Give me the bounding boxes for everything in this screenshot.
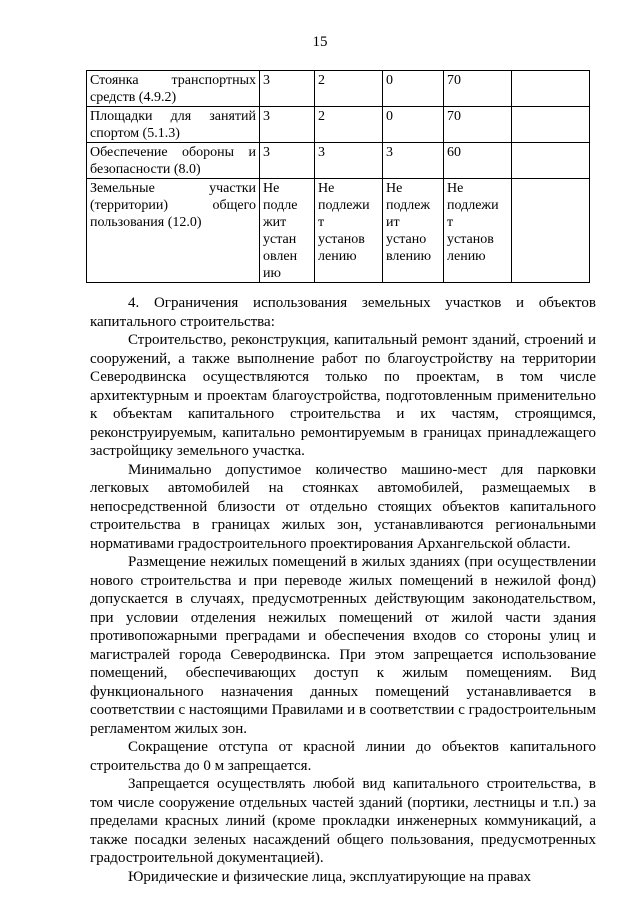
table-cell-c3 xyxy=(383,107,444,143)
table-cell-c1 xyxy=(260,71,315,107)
table-cell-name xyxy=(87,71,260,107)
cell-line: овлен xyxy=(263,249,298,264)
document-body xyxy=(90,294,596,886)
table-row xyxy=(87,107,590,143)
table-cell-c4 xyxy=(444,107,512,143)
table-cell-c4 xyxy=(444,179,512,283)
table-cell-c1 xyxy=(260,107,315,143)
table-cell-c3 xyxy=(383,143,444,179)
cell-line: установ xyxy=(318,232,365,247)
cell-line: Стоянка транспортных xyxy=(90,73,256,88)
table-cell-empty xyxy=(512,71,590,107)
paragraph-restrictions-heading: 4. Ограничения использования земельных участков и объектов капитального строительства: xyxy=(90,295,596,330)
paragraph-parking-spaces: Минимально допустимое количество машино-мест для парковки легковых автомобилей на стоянках автомобилей, размещаемых в непосредственной близости от отдельно стоящих объектов капитального строительства в границах жилых зон, устанавливаются региональными нормативами градостроительного проектирования Архангельской области. xyxy=(90,461,596,552)
cell-line: ит xyxy=(386,215,400,230)
cell-line: устан xyxy=(263,232,297,247)
cell-line: Обеспечение обороны и xyxy=(90,145,256,160)
cell-line: 70 xyxy=(447,109,461,124)
cell-line: 0 xyxy=(386,73,393,88)
cell-line: пользования (12.0) xyxy=(90,215,202,230)
table-cell-c1 xyxy=(260,179,315,283)
table-cell-c3 xyxy=(383,71,444,107)
cell-line: устано xyxy=(386,232,427,247)
table-cell-c1 xyxy=(260,143,315,179)
cell-line: 3 xyxy=(318,145,325,160)
paragraph-construction-projects: Строительство, реконструкция, капитальный ремонт зданий, строений и сооружений, а также выполнение работ по благоустройству на территории Северодвинска осуществляются только по проектам, в том числе архитектурным и проектам благоустройства, подготовленным применительно к объектам капитального строительства и их частям, строящимся, реконструируемым, капитально ремонтируемым в границах принадлежащего застройщику земельного участка. xyxy=(90,332,596,459)
cell-line: т xyxy=(447,215,454,230)
table-cell-name xyxy=(87,143,260,179)
cell-line: влению xyxy=(386,249,432,264)
cell-line: подле xyxy=(263,198,298,213)
cell-line: подлежи xyxy=(447,198,499,213)
table-row xyxy=(87,179,590,283)
cell-line: лению xyxy=(447,249,486,264)
table-cell-empty xyxy=(512,179,590,283)
cell-line: Не xyxy=(263,181,280,196)
cell-line: подлеж xyxy=(386,198,431,213)
table-row xyxy=(87,143,590,179)
cell-line: 70 xyxy=(447,73,461,88)
cell-line: Земельные участки xyxy=(90,181,256,196)
table-cell-c2 xyxy=(315,71,383,107)
cell-line: (территории) общего xyxy=(90,198,256,213)
restrictions-table xyxy=(86,70,590,283)
table-cell-empty xyxy=(512,143,590,179)
cell-line: ию xyxy=(263,266,281,281)
cell-line: 2 xyxy=(318,73,325,88)
cell-line: лению xyxy=(318,249,357,264)
table-cell-c2 xyxy=(315,143,383,179)
table-cell-c3 xyxy=(383,179,444,283)
cell-line: 0 xyxy=(386,109,393,124)
cell-line: установ xyxy=(447,232,494,247)
table-cell-empty xyxy=(512,107,590,143)
cell-line: Не xyxy=(318,181,335,196)
cell-line: Не xyxy=(447,181,464,196)
table-cell-c4 xyxy=(444,143,512,179)
cell-line: жит xyxy=(263,215,287,230)
cell-line: 60 xyxy=(447,145,461,160)
cell-line: Не xyxy=(386,181,403,196)
paragraph-legal-entities: Юридические и физические лица, эксплуатирующие на правах xyxy=(128,868,532,885)
cell-line: т xyxy=(318,215,325,230)
paragraph-nonresidential-premises: Размещение нежилых помещений в жилых зданиях (при осуществлении нового строительства и при переводе жилых помещений в нежилой фонд) допускается в случаях, предусмотренных действующим законодательством, при условии отделения нежилых помещений от жилой части здания противопожарными преградами и обеспечения входов со стороны улиц и магистралей города Северодвинска. При этом запрещается использование помещений, обеспечивающих доступ к жилым помещениям. Вид функционального назначения данных помещений устанавливается в соответствии с настоящими Правилами и в соответствии с градостроительным регламентом жилых зон. xyxy=(90,554,596,737)
table-cell-c2 xyxy=(315,107,383,143)
table-cell-c2 xyxy=(315,179,383,283)
cell-line: 3 xyxy=(263,145,270,160)
paragraph-red-line-construction-ban: Запрещается осуществлять любой вид капитального строительства, в том числе сооружение отдельных частей зданий (портики, лестницы и т.п.) за пределами красных линий (кроме прокладки инженерных коммуникаций, а также посадки зеленых насаждений общего пользования, предусмотренных градостроительной документацией). xyxy=(90,776,596,866)
cell-line: 3 xyxy=(386,145,393,160)
table-row xyxy=(87,71,590,107)
table-cell-c4 xyxy=(444,71,512,107)
cell-line: Площадки для занятий xyxy=(90,109,256,124)
cell-line: спортом (5.1.3) xyxy=(90,126,180,141)
table-cell-name xyxy=(87,107,260,143)
cell-line: 3 xyxy=(263,109,270,124)
cell-line: средств (4.9.2) xyxy=(90,90,177,105)
page-number: 15 xyxy=(312,34,328,50)
cell-line: безопасности (8.0) xyxy=(90,162,201,177)
cell-line: 2 xyxy=(318,109,325,124)
cell-line: подлежи xyxy=(318,198,370,213)
table-cell-name xyxy=(87,179,260,283)
paragraph-red-line-setback: Сокращение отступа от красной линии до объектов капитального строительства до 0 м запрещается. xyxy=(90,739,596,774)
cell-line: 3 xyxy=(263,73,270,88)
